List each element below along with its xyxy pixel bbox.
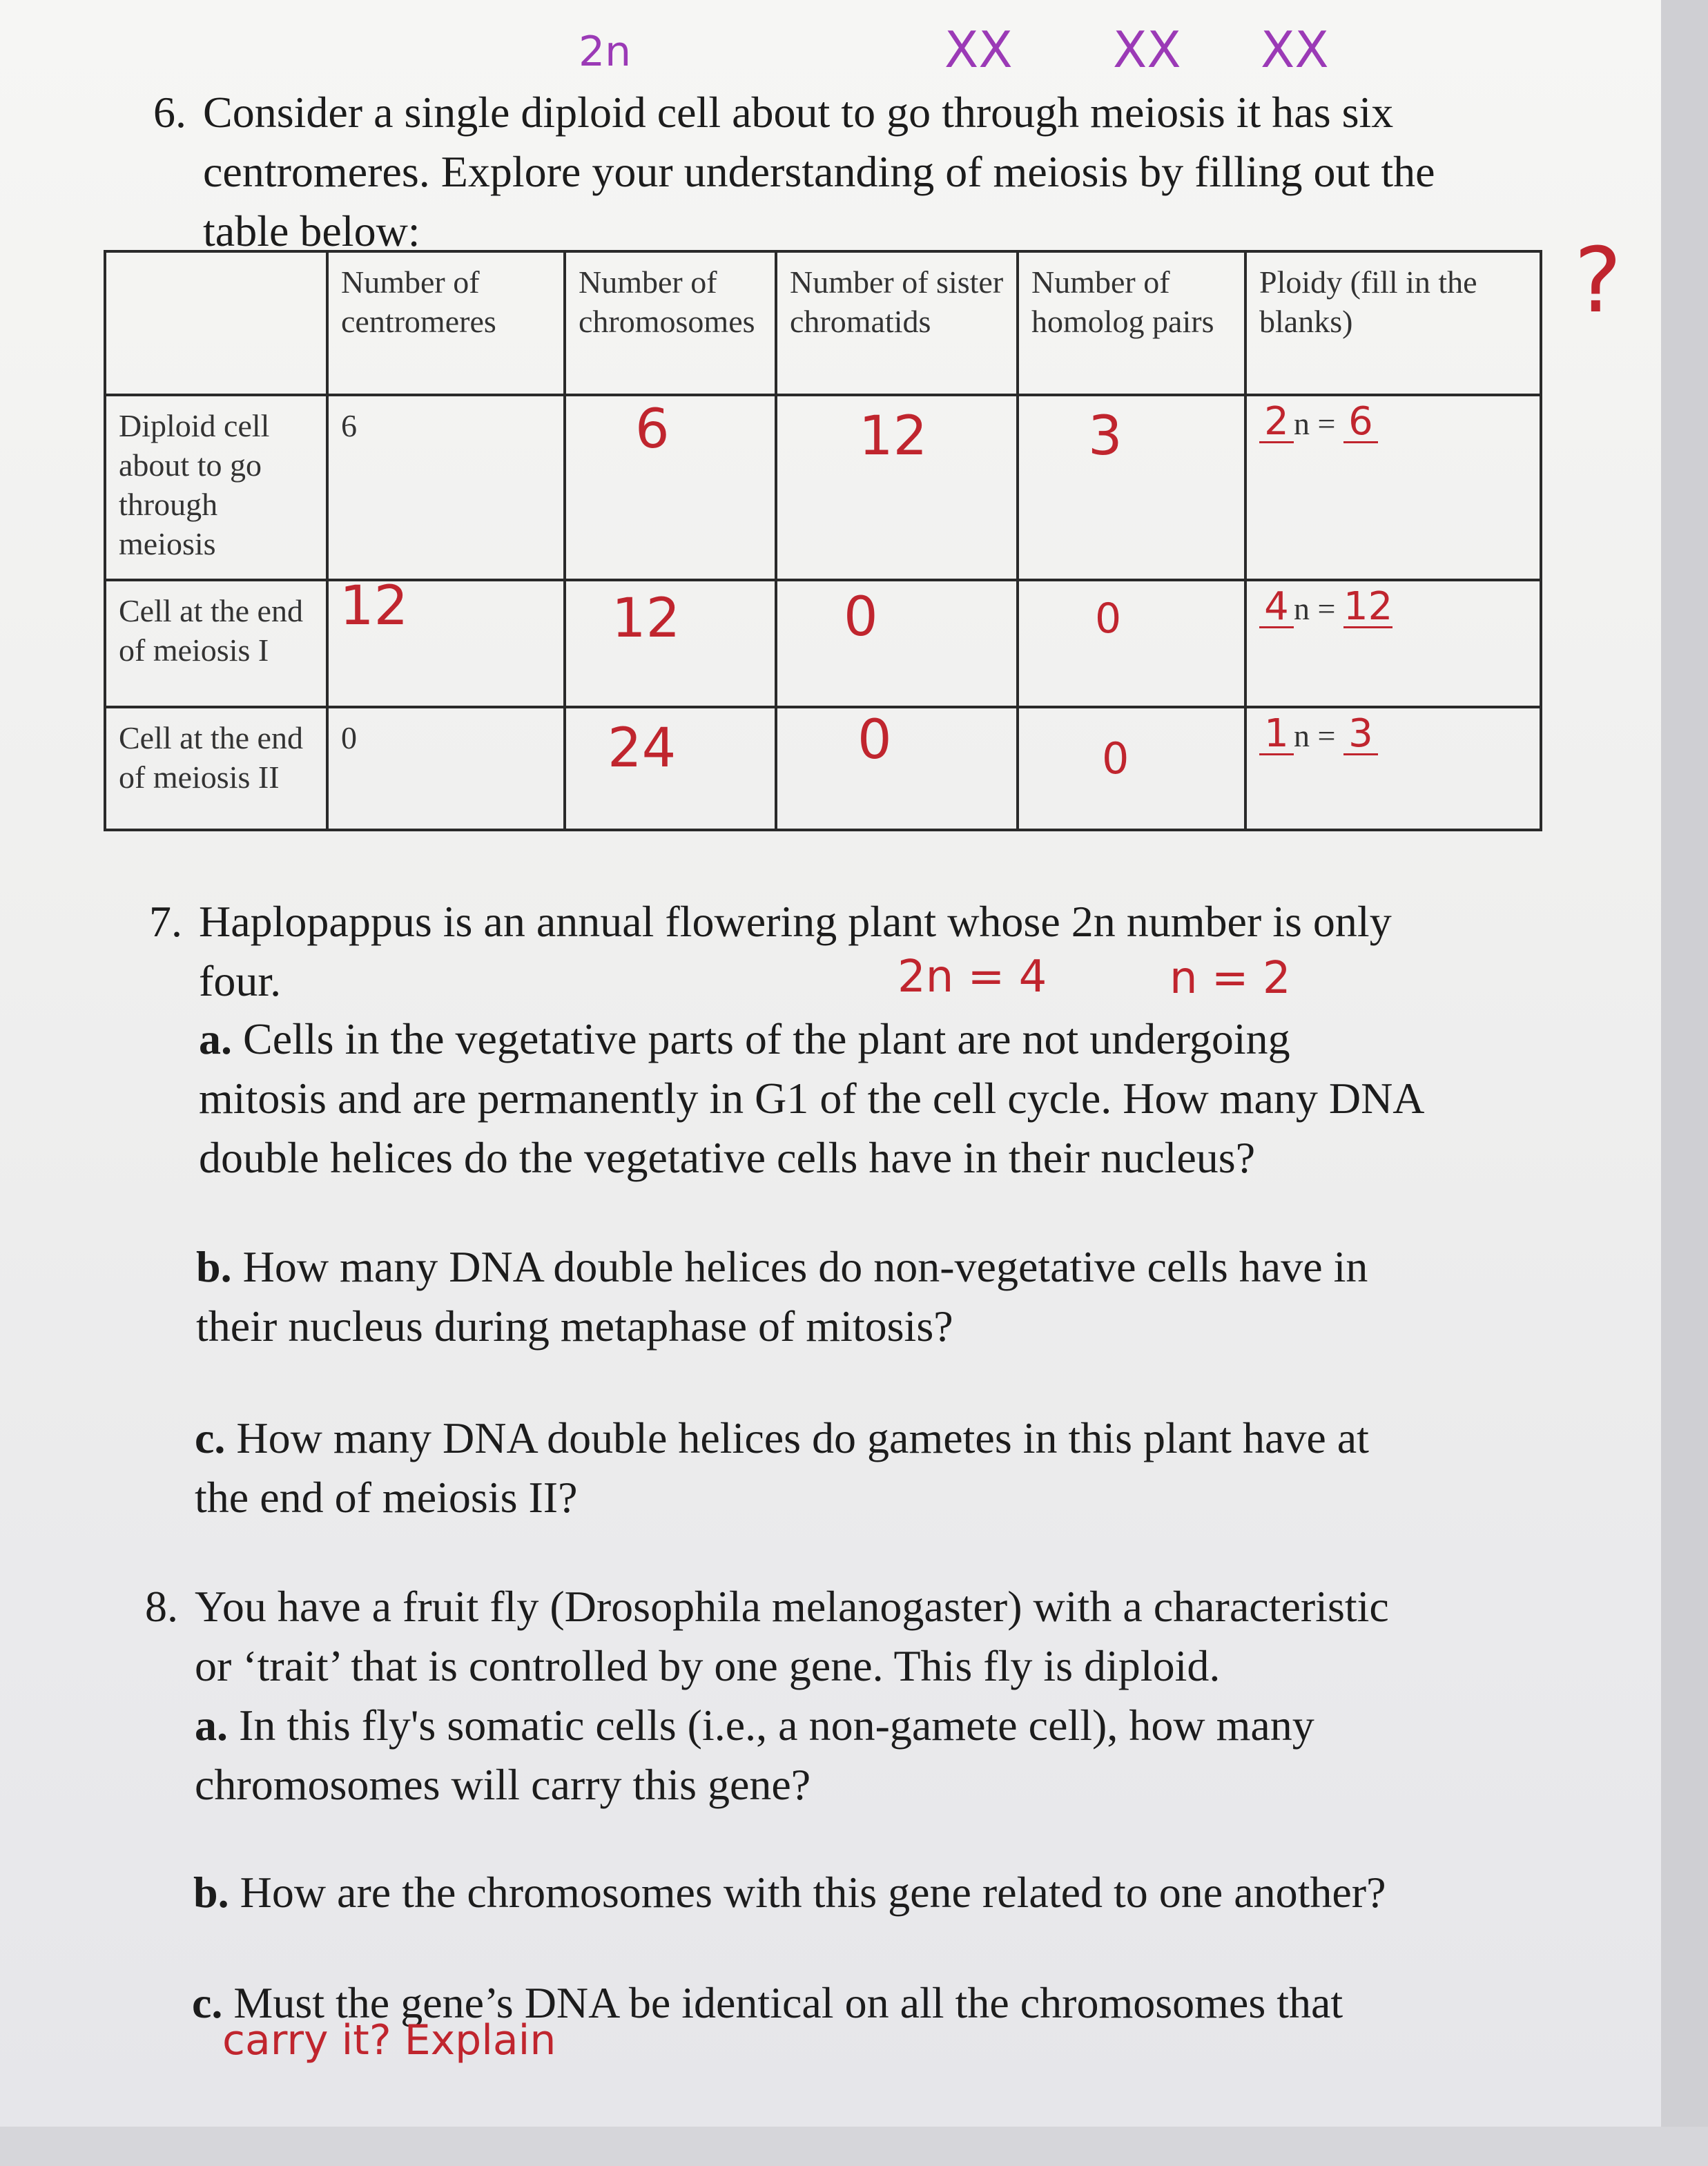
handwritten-answer: 0 bbox=[1095, 594, 1122, 643]
page-edge bbox=[1661, 0, 1708, 2166]
centromeres-cell: 6 bbox=[327, 395, 565, 580]
question-text: How are the chromosomes with this gene related to one another? bbox=[240, 1868, 1386, 1917]
meiosis-table bbox=[104, 250, 1542, 831]
question-text: double helices do the vegetative cells have in their nucleus? bbox=[199, 1133, 1256, 1182]
handwritten-2n-note: 2n = 4 bbox=[897, 951, 1047, 1003]
handwritten-answer: 0 bbox=[844, 586, 878, 648]
question-8b bbox=[193, 1863, 1386, 1922]
handwritten-question-mark: ? bbox=[1574, 228, 1622, 333]
row-label: Cell at the end of meiosis I bbox=[105, 580, 327, 707]
table-row bbox=[105, 707, 1541, 830]
handwritten-chromosome-mark: XX bbox=[1261, 21, 1329, 79]
question-text: centromeres. Explore your understanding of meiosis by filling out the bbox=[203, 147, 1435, 196]
subquestion-label: c. bbox=[195, 1413, 226, 1462]
question-number: 8. bbox=[145, 1582, 178, 1631]
question-text: Consider a single diploid cell about to go through meiosis it has six bbox=[203, 88, 1394, 137]
question-text: table below: bbox=[203, 206, 420, 255]
handwritten-n-note: n = 2 bbox=[1170, 953, 1291, 1004]
question-6 bbox=[153, 83, 1435, 261]
handwritten-chromosome-mark: XX bbox=[944, 21, 1013, 79]
question-text: How many DNA double helices do gametes in this plant have at bbox=[236, 1413, 1369, 1462]
question-text: or ‘trait’ that is controlled by one gene. This fly is diploid. bbox=[195, 1641, 1221, 1690]
ploidy-prefix-blank: 4 bbox=[1259, 587, 1294, 628]
question-7c bbox=[195, 1409, 1369, 1527]
table-header-cell: Number of chromosomes bbox=[565, 251, 776, 395]
table-row bbox=[105, 395, 1541, 580]
question-text: How many DNA double helices do non-vegetative cells have in bbox=[242, 1242, 1368, 1291]
ploidy-label: n = bbox=[1294, 591, 1343, 626]
homologs-cell bbox=[1018, 395, 1245, 580]
chromatids-cell bbox=[776, 580, 1018, 707]
subquestion-label: a. bbox=[199, 1014, 232, 1063]
table-header-cell bbox=[105, 251, 327, 395]
ploidy-cell bbox=[1245, 395, 1541, 580]
question-7b bbox=[196, 1237, 1368, 1356]
subquestion-label: b. bbox=[193, 1868, 229, 1917]
homologs-cell bbox=[1018, 580, 1245, 707]
ploidy-value-blank: 3 bbox=[1343, 714, 1378, 755]
chromosomes-cell bbox=[565, 395, 776, 580]
ploidy-cell bbox=[1245, 707, 1541, 830]
question-7a bbox=[199, 1009, 1425, 1188]
ploidy-prefix-blank: 2 bbox=[1259, 402, 1294, 443]
table-header-row bbox=[105, 251, 1541, 395]
ploidy-value-blank: 12 bbox=[1343, 584, 1393, 629]
handwritten-chromosome-mark: XX bbox=[1113, 21, 1181, 79]
ploidy-label: n = bbox=[1294, 718, 1343, 753]
chromatids-cell bbox=[776, 707, 1018, 830]
table-header-cell: Number of sister chromatids bbox=[776, 251, 1018, 395]
table-row bbox=[105, 580, 1541, 707]
question-text: In this fly's somatic cells (i.e., a non-gamete cell), how many bbox=[239, 1701, 1314, 1750]
question-number: 7. bbox=[149, 897, 182, 946]
handwritten-answer: 6 bbox=[635, 398, 670, 461]
handwritten-continuation: carry it? Explain bbox=[222, 2016, 556, 2065]
subquestion-label: b. bbox=[196, 1242, 232, 1291]
handwritten-answer: 12 bbox=[612, 588, 681, 650]
ploidy-cell bbox=[1245, 580, 1541, 707]
subquestion-label: a. bbox=[195, 1701, 228, 1750]
ploidy-prefix-blank: 1 bbox=[1259, 714, 1294, 755]
question-8 bbox=[145, 1577, 1389, 1815]
row-label: Diploid cell about to go through meiosis bbox=[105, 395, 327, 580]
ploidy-label: n = bbox=[1294, 406, 1343, 441]
question-text: the end of meiosis II? bbox=[195, 1473, 578, 1522]
bottom-strip bbox=[0, 2127, 1708, 2166]
centromeres-cell: 0 bbox=[327, 707, 565, 830]
handwritten-answer: 3 bbox=[1088, 405, 1123, 467]
chromatids-cell bbox=[776, 395, 1018, 580]
chromosomes-cell bbox=[565, 707, 776, 830]
table-header-cell: Ploidy (fill in the blanks) bbox=[1245, 251, 1541, 395]
handwritten-2n: 2n bbox=[579, 28, 632, 76]
centromeres-cell bbox=[327, 575, 565, 707]
chromosomes-cell bbox=[565, 580, 776, 707]
table-header-cell: Number of homolog pairs bbox=[1018, 251, 1245, 395]
handwritten-answer: 12 bbox=[859, 405, 928, 467]
handwritten-answer: 0 bbox=[1102, 733, 1129, 784]
homologs-cell bbox=[1018, 707, 1245, 830]
question-text: Cells in the vegetative parts of the plant are not undergoing bbox=[243, 1014, 1290, 1063]
question-text: Haplopappus is an annual flowering plant whose 2n number is only bbox=[199, 897, 1392, 946]
question-text: mitosis and are permanently in G1 of the cell cycle. How many DNA bbox=[199, 1074, 1425, 1123]
question-number: 6. bbox=[153, 88, 186, 137]
question-text: chromosomes will carry this gene? bbox=[195, 1760, 811, 1809]
ploidy-value-blank: 6 bbox=[1343, 402, 1378, 443]
row-label: Cell at the end of meiosis II bbox=[105, 707, 327, 830]
handwritten-answer: 24 bbox=[608, 717, 677, 780]
handwritten-answer: 0 bbox=[857, 709, 892, 771]
question-text: their nucleus during metaphase of mitosis? bbox=[196, 1302, 953, 1351]
question-text: four. bbox=[199, 956, 282, 1005]
subquestion-label: c. bbox=[192, 1978, 223, 2027]
question-text: Must the gene’s DNA be identical on all the chromosomes that bbox=[233, 1978, 1343, 2027]
table-header-cell: Number of centromeres bbox=[327, 251, 565, 395]
handwritten-answer: 12 bbox=[340, 575, 409, 637]
question-text: You have a fruit fly (Drosophila melanogaster) with a characteristic bbox=[195, 1582, 1389, 1631]
